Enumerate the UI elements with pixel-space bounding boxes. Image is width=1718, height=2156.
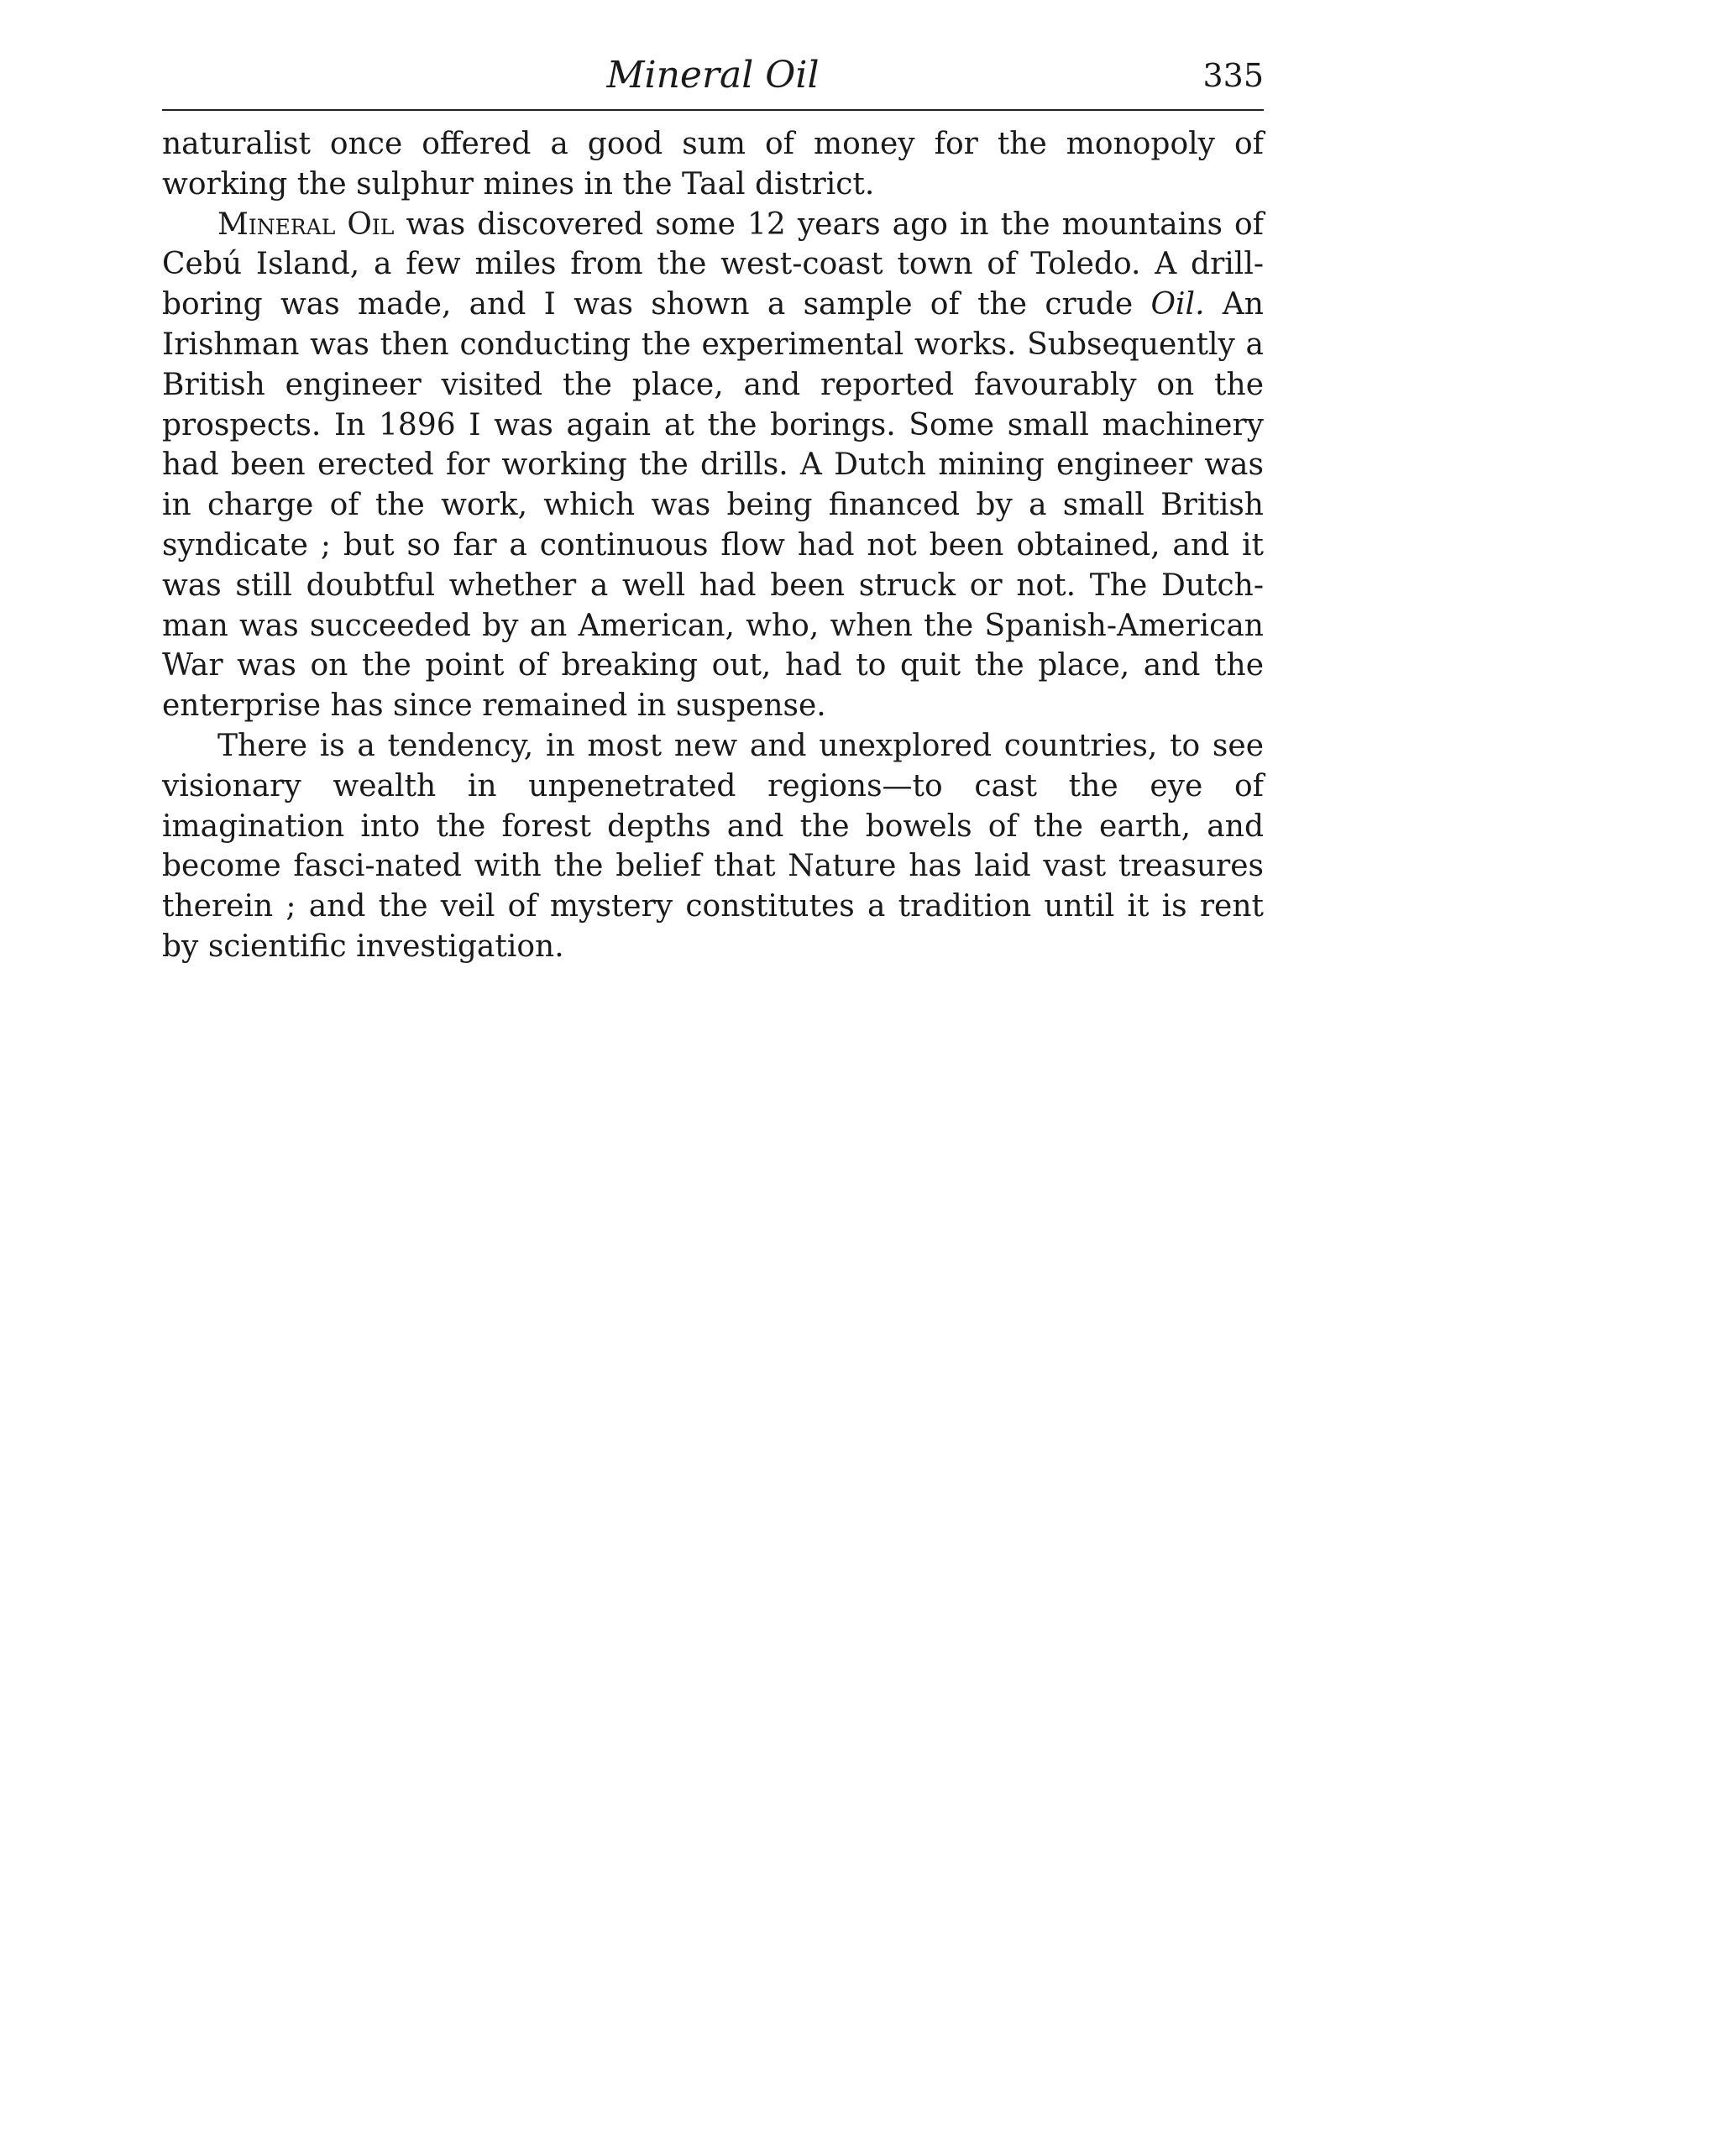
paragraph-mineral-oil bbox=[162, 205, 1264, 726]
paragraph-continuation bbox=[162, 124, 1264, 205]
paragraph-text: naturalist once offered a good sum of money for the monopoly of working the sulphur mines in the Taal district. bbox=[162, 127, 1264, 201]
book-page bbox=[162, 50, 1264, 967]
paragraph-text: An Irishman was then conducting the experimental works. Subsequently a British engineer visited the place, and reported favourably on the prospects. In 1896 I was again at the borings. Some small machinery had been erected for working the drills. A Dutch mining engineer was in charge of the work, which was being financed by a small British syndicate ; but so far a continuous flow had not been obtained, and it was still doubtful whether a well had been struck or not. The Dutch-man was succeeded by an American, who, when the Spanish-American War was on the point of breaking out, had to quit the place, and the enterprise has since remained in suspense. bbox=[162, 287, 1264, 724]
paragraph-text: There is a tendency, in most new and unexplored countries, to see visionary wealth in unpenetrated regions—to cast the eye of imagination into the forest depths and the bowels of the earth, and become fasci-nated with the belief that Nature has laid vast treasures therein ; and the veil of mystery constitutes a tradition until it is rent by scientific investigation. bbox=[162, 728, 1264, 964]
paragraph-tendency bbox=[162, 726, 1264, 967]
running-title: Mineral Oil bbox=[606, 54, 820, 97]
page-number: 335 bbox=[1202, 57, 1264, 94]
paragraph-lead-in: Mineral Oil bbox=[217, 207, 395, 242]
running-header bbox=[162, 50, 1264, 111]
paragraph-text: was discovered some 12 years ago in the mountains of Cebú Island, a few miles from the west-coast town of Toledo. A drill-boring was made, and I was shown a sample of the crude bbox=[162, 207, 1264, 322]
body-text bbox=[162, 124, 1264, 967]
italic-word: Oil. bbox=[1150, 287, 1205, 322]
